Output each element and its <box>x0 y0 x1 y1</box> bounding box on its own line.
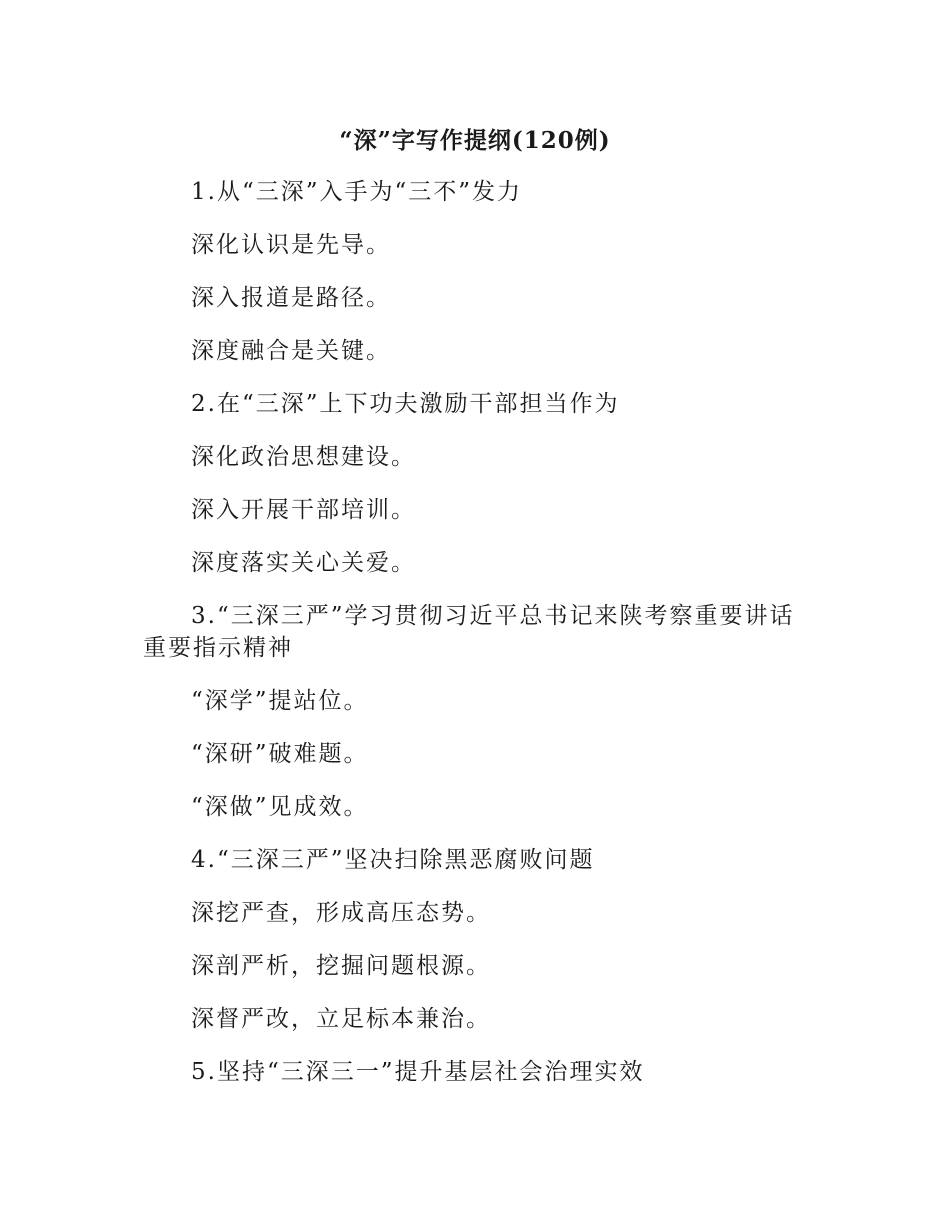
section-point: 深度落实关心关爱。 <box>191 550 416 576</box>
section-heading: 5.坚持“三深三一”提升基层社会治理实效 <box>191 1059 645 1085</box>
section-point: 深化政治思想建设。 <box>191 444 416 470</box>
section-point: 深入报道是路径。 <box>191 285 391 311</box>
section-heading: 1.从“三深”入手为“三不”发力 <box>191 179 522 205</box>
section-point: 深化认识是先导。 <box>191 232 391 258</box>
section-point: “深学”提站位。 <box>191 688 369 714</box>
section-point: 深入开展干部培训。 <box>191 497 416 523</box>
section-point: “深研”破难题。 <box>191 741 369 767</box>
section-heading: 4.“三深三严”坚决扫除黑恶腐败问题 <box>191 847 595 873</box>
section-point: 深剖严析，挖掘问题根源。 <box>191 953 491 979</box>
section-point: “深做”见成效。 <box>191 794 369 820</box>
section-point: 深挖严查，形成高压态势。 <box>191 900 491 926</box>
section-heading: 3.“三深三严”学习贯彻习近平总书记来陕考察重要讲话重要指示精神 <box>143 603 795 661</box>
document-body <box>143 176 813 1109</box>
section-heading: 2.在“三深”上下功夫激励干部担当作为 <box>191 391 620 417</box>
section-point: 深度融合是关键。 <box>191 338 391 364</box>
section-point: 深督严改，立足标本兼治。 <box>191 1006 491 1032</box>
document-title: “深”字写作提纲(120例) <box>339 127 611 154</box>
